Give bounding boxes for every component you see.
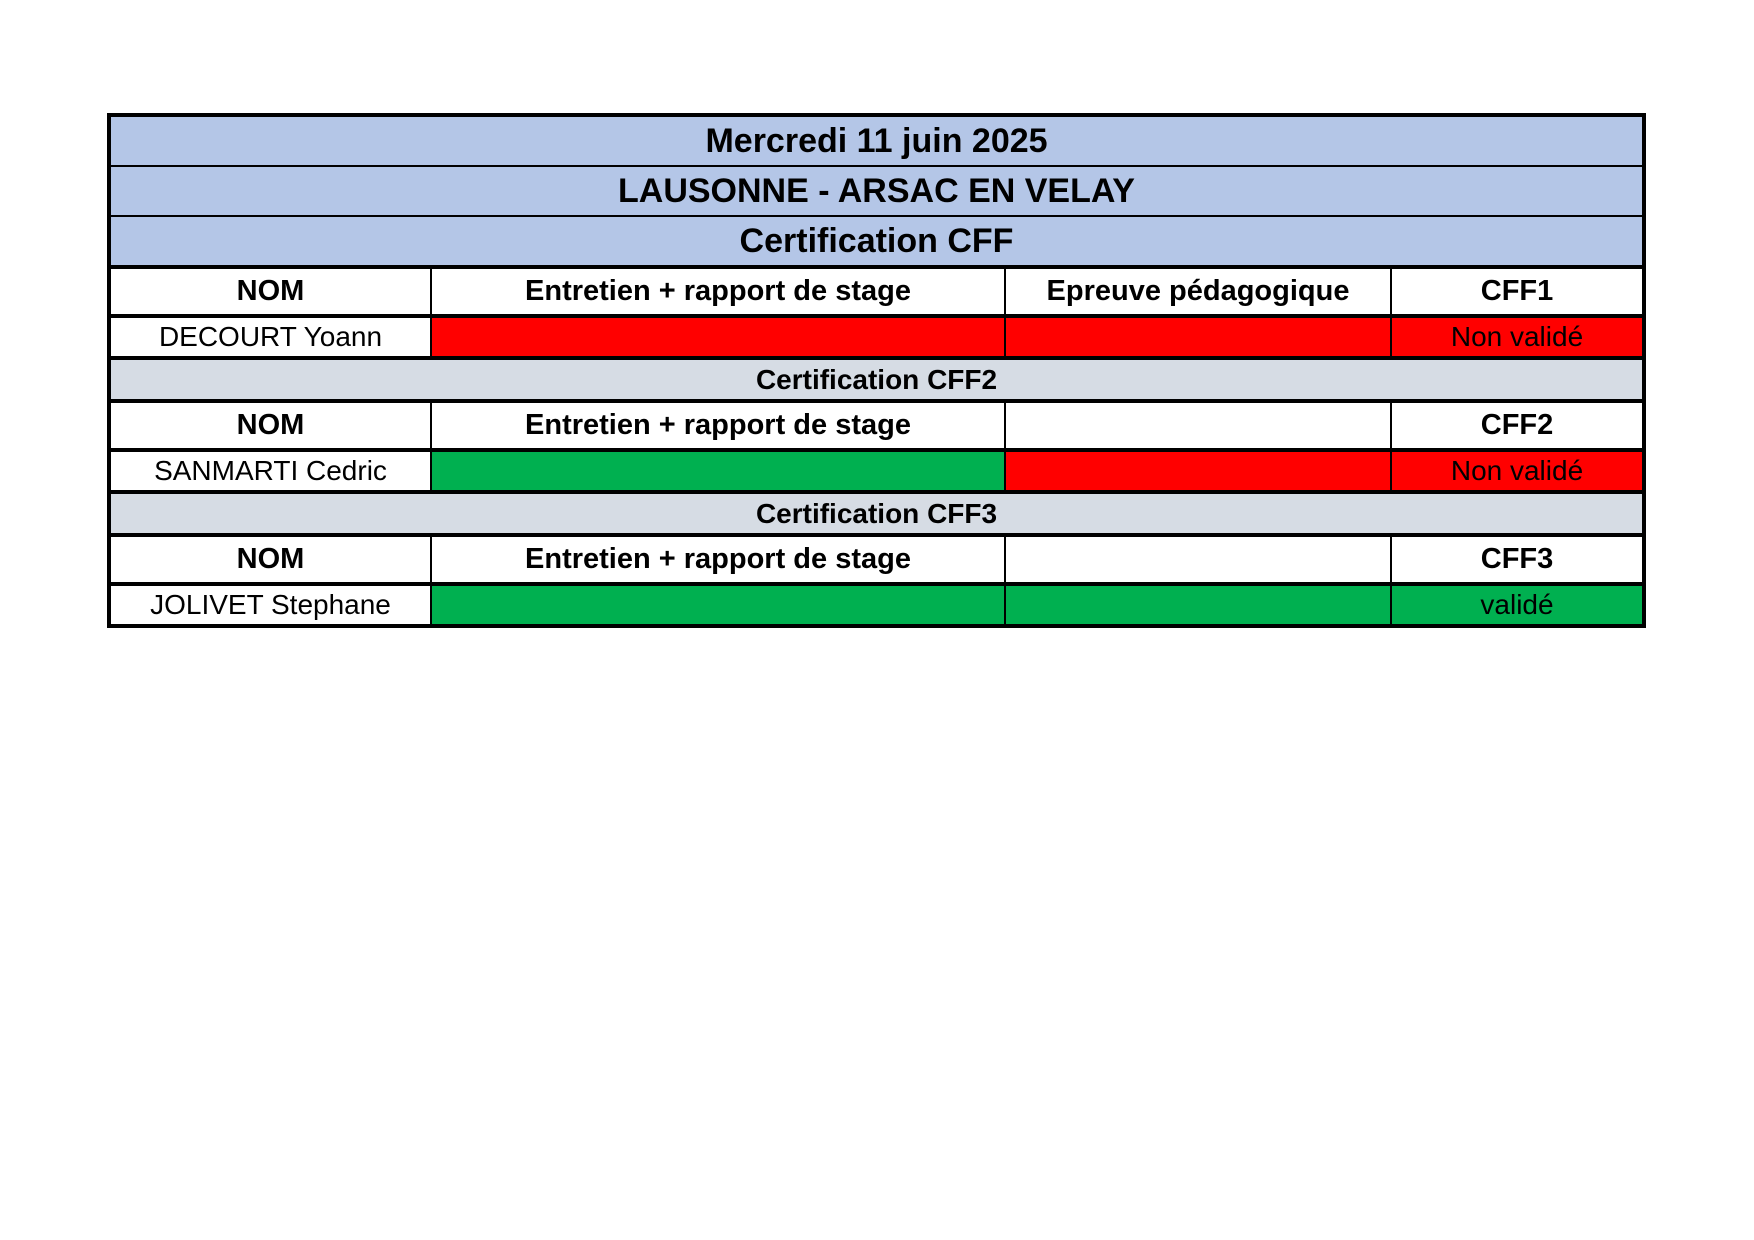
column-header-interview: Entretien + rapport de stage (431, 535, 1005, 584)
location-title: LAUSONNE - ARSAC EN VELAY (109, 166, 1644, 216)
certification-title-row (109, 216, 1644, 267)
column-header-pedagogy (1005, 401, 1391, 450)
column-header-result: CFF1 (1391, 267, 1644, 316)
column-header-row (109, 535, 1644, 584)
pedagogy-status-cell (1005, 584, 1391, 626)
location-row (109, 166, 1644, 216)
table-row (109, 450, 1644, 492)
candidate-name: DECOURT Yoann (109, 316, 431, 358)
column-header-pedagogy (1005, 535, 1391, 584)
column-header-result: CFF3 (1391, 535, 1644, 584)
pedagogy-status-cell (1005, 316, 1391, 358)
column-header-interview: Entretien + rapport de stage (431, 267, 1005, 316)
column-header-nom: NOM (109, 267, 431, 316)
section-heading-cff3: Certification CFF3 (109, 492, 1644, 535)
column-header-nom: NOM (109, 535, 431, 584)
column-header-pedagogy: Epreuve pédagogique (1005, 267, 1391, 316)
column-header-interview: Entretien + rapport de stage (431, 401, 1005, 450)
result-status-cell: Non validé (1391, 316, 1644, 358)
section-heading-row (109, 358, 1644, 401)
candidate-name: JOLIVET Stephane (109, 584, 431, 626)
column-header-row (109, 267, 1644, 316)
section-heading-cff2: Certification CFF2 (109, 358, 1644, 401)
result-status-cell: validé (1391, 584, 1644, 626)
column-header-row (109, 401, 1644, 450)
date-row (109, 115, 1644, 166)
pedagogy-status-cell (1005, 450, 1391, 492)
date-title: Mercredi 11 juin 2025 (109, 115, 1644, 166)
certification-title: Certification CFF (109, 216, 1644, 267)
column-header-result: CFF2 (1391, 401, 1644, 450)
section-heading-row (109, 492, 1644, 535)
certification-table (107, 113, 1646, 628)
table-row (109, 316, 1644, 358)
table-row (109, 584, 1644, 626)
interview-status-cell (431, 584, 1005, 626)
candidate-name: SANMARTI Cedric (109, 450, 431, 492)
interview-status-cell (431, 316, 1005, 358)
result-status-cell: Non validé (1391, 450, 1644, 492)
interview-status-cell (431, 450, 1005, 492)
column-header-nom: NOM (109, 401, 431, 450)
